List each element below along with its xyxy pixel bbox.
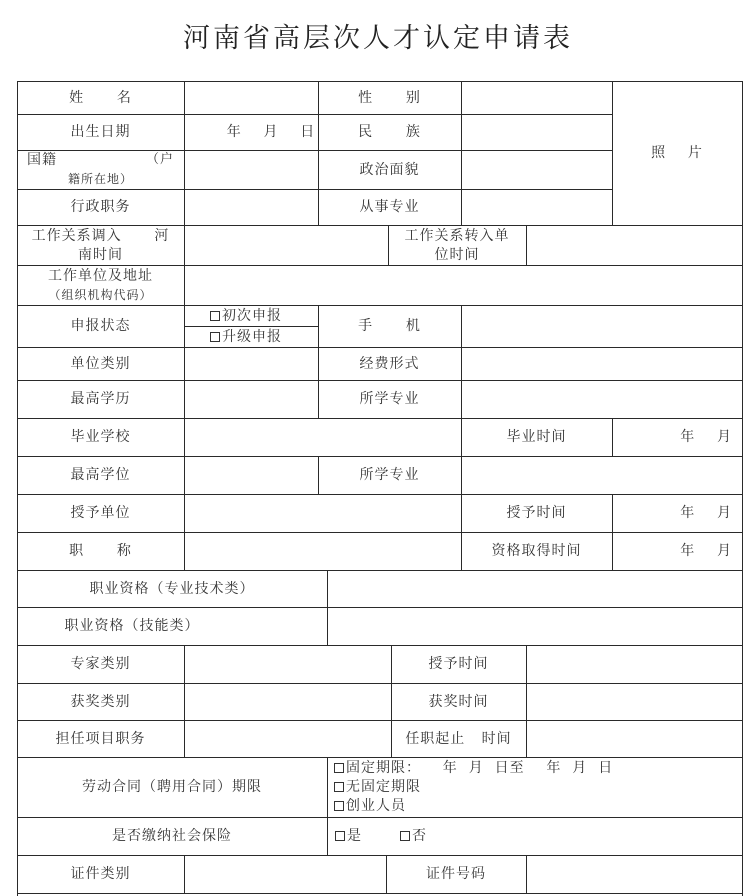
ethnicity-label: 民 族: [358, 124, 421, 140]
form-title: 河南省高层次人才认定申请表: [183, 23, 573, 54]
grid-rule: [184, 645, 185, 757]
entrepreneur-text: 创业人员: [346, 798, 406, 814]
first-apply-checkbox[interactable]: [210, 311, 220, 321]
project-role-label: 担任项目职务: [55, 730, 146, 747]
grid-rule: [17, 893, 743, 894]
social-insurance-no-text: 否: [412, 828, 427, 844]
degree-major-label: 所学专业: [359, 467, 420, 483]
award-type-field[interactable]: [184, 683, 391, 720]
project-role-field[interactable]: [184, 720, 391, 757]
grid-rule: [184, 81, 185, 225]
social-insurance-yes-checkbox[interactable]: [335, 831, 345, 841]
grid-rule: [17, 817, 743, 818]
title-rank-field[interactable]: [184, 532, 461, 570]
grid-rule: [461, 305, 462, 418]
unit-type-label: 单位类别: [70, 355, 131, 372]
unit-type-field[interactable]: [184, 347, 318, 380]
grant-unit-label: 授予单位: [70, 505, 131, 521]
grid-rule: [184, 418, 185, 456]
grid-rule: [17, 305, 743, 306]
grad-time-label: 毕业时间: [506, 429, 567, 445]
grid-rule: [461, 456, 462, 494]
award-time-field[interactable]: [526, 683, 742, 720]
fixed-term-checkbox[interactable]: [334, 763, 344, 773]
grid-rule: [17, 757, 743, 758]
gender-label: 性 别: [358, 89, 421, 106]
grant-time-field[interactable]: 年 月: [680, 505, 732, 521]
tenure-label: 任职起止 时间: [405, 730, 512, 747]
grid-rule: [327, 570, 328, 645]
grid-rule: [184, 855, 185, 893]
table-border-right: [742, 81, 743, 896]
grid-rule: [612, 494, 613, 570]
nationality-label-line1: 国籍: [27, 152, 57, 168]
transfer-unit-time-field[interactable]: [526, 225, 742, 265]
award-grant-time-field[interactable]: [526, 645, 742, 683]
grid-rule: [386, 855, 387, 893]
grid-rule: [17, 532, 743, 533]
grid-rule: [17, 380, 743, 381]
grid-rule: [184, 225, 185, 265]
degree-label: 最高学位: [70, 467, 131, 483]
school-field[interactable]: [184, 418, 461, 456]
social-insurance-label: 是否缴纳社会保险: [112, 828, 232, 844]
upgrade-apply-option[interactable]: [184, 327, 318, 347]
id-type-label: 证件类别: [70, 866, 131, 882]
grid-rule: [17, 81, 743, 82]
social-insurance-yes-text: 是: [347, 828, 362, 844]
grid-rule: [184, 305, 185, 418]
expert-type-field[interactable]: [184, 645, 391, 683]
tenure-field[interactable]: [526, 720, 742, 757]
prof-qual-skill-field[interactable]: [327, 607, 742, 645]
qual-time-field[interactable]: 年 月: [680, 543, 732, 559]
entrepreneur-checkbox[interactable]: [334, 801, 344, 811]
id-type-field[interactable]: [184, 855, 386, 893]
grid-rule: [526, 855, 527, 893]
grid-rule: [17, 607, 743, 608]
grid-rule: [17, 150, 612, 151]
grid-rule: [318, 305, 319, 418]
qual-time-label: 资格取得时间: [491, 543, 582, 559]
social-insurance-no-option[interactable]: [400, 817, 460, 855]
grid-rule: [461, 494, 462, 570]
funding-label: 经费形式: [359, 355, 420, 372]
upgrade-apply-text: 升级申报: [222, 329, 282, 345]
work-unit-field[interactable]: [184, 265, 742, 305]
funding-field[interactable]: [461, 347, 742, 380]
grid-rule: [318, 81, 319, 225]
grid-rule: [17, 114, 612, 115]
no-fixed-term-text: 无固定期限: [346, 779, 421, 795]
prof-qual-skill-label: 职业资格（技能类）: [64, 618, 200, 634]
grid-rule: [391, 645, 392, 757]
admin-position-field[interactable]: [184, 189, 318, 225]
fixed-term-option[interactable]: [334, 759, 734, 777]
education-field[interactable]: [184, 380, 318, 418]
work-unit-label-1: 工作单位及地址: [48, 268, 153, 284]
transfer-in-time-label-2: 南时间: [78, 246, 123, 263]
grid-rule: [184, 494, 185, 570]
name-label: 姓 名: [69, 89, 132, 106]
nationality-label-line2: 籍所在地）: [67, 172, 133, 186]
grant-unit-field[interactable]: [184, 494, 461, 532]
nationality-field[interactable]: [184, 150, 318, 189]
grid-rule: [461, 81, 462, 225]
grid-rule: [17, 855, 743, 856]
award-time-label: 获奖时间: [428, 693, 489, 710]
grid-rule: [526, 645, 527, 757]
degree-field[interactable]: [184, 456, 318, 494]
grid-rule: [17, 418, 743, 419]
grid-rule: [17, 645, 743, 646]
id-number-field[interactable]: [526, 855, 742, 893]
education-label: 最高学历: [70, 391, 131, 407]
mobile-label: 手 机: [358, 318, 421, 334]
degree-major-field[interactable]: [461, 456, 742, 494]
award-type-label: 获奖类别: [70, 693, 131, 710]
expert-type-label: 专家类别: [70, 656, 131, 672]
fixed-term-text: 固定期限： 年 月 日至 年 月 日: [346, 760, 614, 776]
no-fixed-term-checkbox[interactable]: [334, 782, 344, 792]
grid-rule: [17, 456, 743, 457]
political-status-field[interactable]: [461, 150, 612, 189]
contract-label: 劳动合同（聘用合同）期限: [82, 779, 262, 795]
title-rank-label: 职 称: [69, 543, 132, 559]
education-major-field[interactable]: [461, 380, 742, 418]
transfer-unit-time-label-2: 位时间: [434, 246, 480, 263]
school-label: 毕业学校: [70, 429, 131, 445]
upgrade-apply-checkbox[interactable]: [210, 332, 220, 342]
specialty-field[interactable]: [461, 189, 612, 225]
social-insurance-yes-option[interactable]: [335, 817, 395, 855]
grid-rule: [461, 418, 462, 456]
grid-rule: [17, 683, 743, 684]
grid-rule: [327, 757, 328, 855]
grid-rule: [17, 494, 743, 495]
grid-rule: [526, 225, 527, 265]
nationality-label-line1b: （户: [145, 152, 174, 167]
grid-rule: [388, 225, 389, 265]
birth-date-field[interactable]: 年 月 日: [226, 124, 316, 140]
grid-rule: [318, 456, 319, 494]
grid-rule: [17, 347, 743, 348]
table-border-left: [17, 81, 18, 896]
entrepreneur-option[interactable]: [334, 797, 534, 815]
transfer-unit-time-label-1: 工作关系转入单: [404, 227, 510, 244]
specialty-label: 从事专业: [359, 199, 420, 215]
grid-rule: [184, 326, 318, 327]
first-apply-text: 初次申报: [222, 308, 282, 324]
social-insurance-no-checkbox[interactable]: [400, 831, 410, 841]
award-grant-time-label: 授予时间: [428, 656, 489, 672]
name-field[interactable]: [184, 81, 318, 114]
mobile-field[interactable]: [461, 305, 742, 347]
no-fixed-term-option[interactable]: [334, 778, 534, 796]
ethnicity-field[interactable]: [461, 114, 612, 150]
prof-qual-tech-label: 职业资格（专业技术类）: [89, 580, 255, 597]
grid-rule: [17, 570, 743, 571]
grid-rule: [612, 418, 613, 456]
grid-rule: [612, 81, 613, 225]
birth-date-label: 出生日期: [70, 124, 131, 140]
grid-rule: [17, 720, 743, 721]
id-number-label: 证件号码: [426, 866, 486, 882]
transfer-in-time-field[interactable]: [184, 225, 388, 265]
photo-area[interactable]: 照 片: [651, 145, 703, 161]
admin-position-label: 行政职务: [70, 199, 131, 215]
grid-rule: [17, 265, 743, 266]
work-unit-label-2: （组织机构代码）: [48, 288, 153, 302]
prof-qual-tech-field[interactable]: [327, 570, 742, 607]
first-apply-option[interactable]: [184, 306, 318, 326]
education-major-label: 所学专业: [359, 391, 420, 407]
grid-rule: [184, 456, 185, 494]
political-status-label: 政治面貌: [359, 161, 420, 178]
apply-status-label: 申报状态: [70, 318, 131, 334]
grad-time-field[interactable]: 年 月: [680, 429, 732, 445]
grant-time-label: 授予时间: [506, 505, 567, 521]
grid-rule: [17, 189, 612, 190]
transfer-in-time-label-1: 工作关系调入 河: [31, 227, 170, 244]
grid-rule: [17, 225, 743, 226]
grid-rule: [184, 265, 185, 305]
gender-field[interactable]: [461, 81, 612, 114]
